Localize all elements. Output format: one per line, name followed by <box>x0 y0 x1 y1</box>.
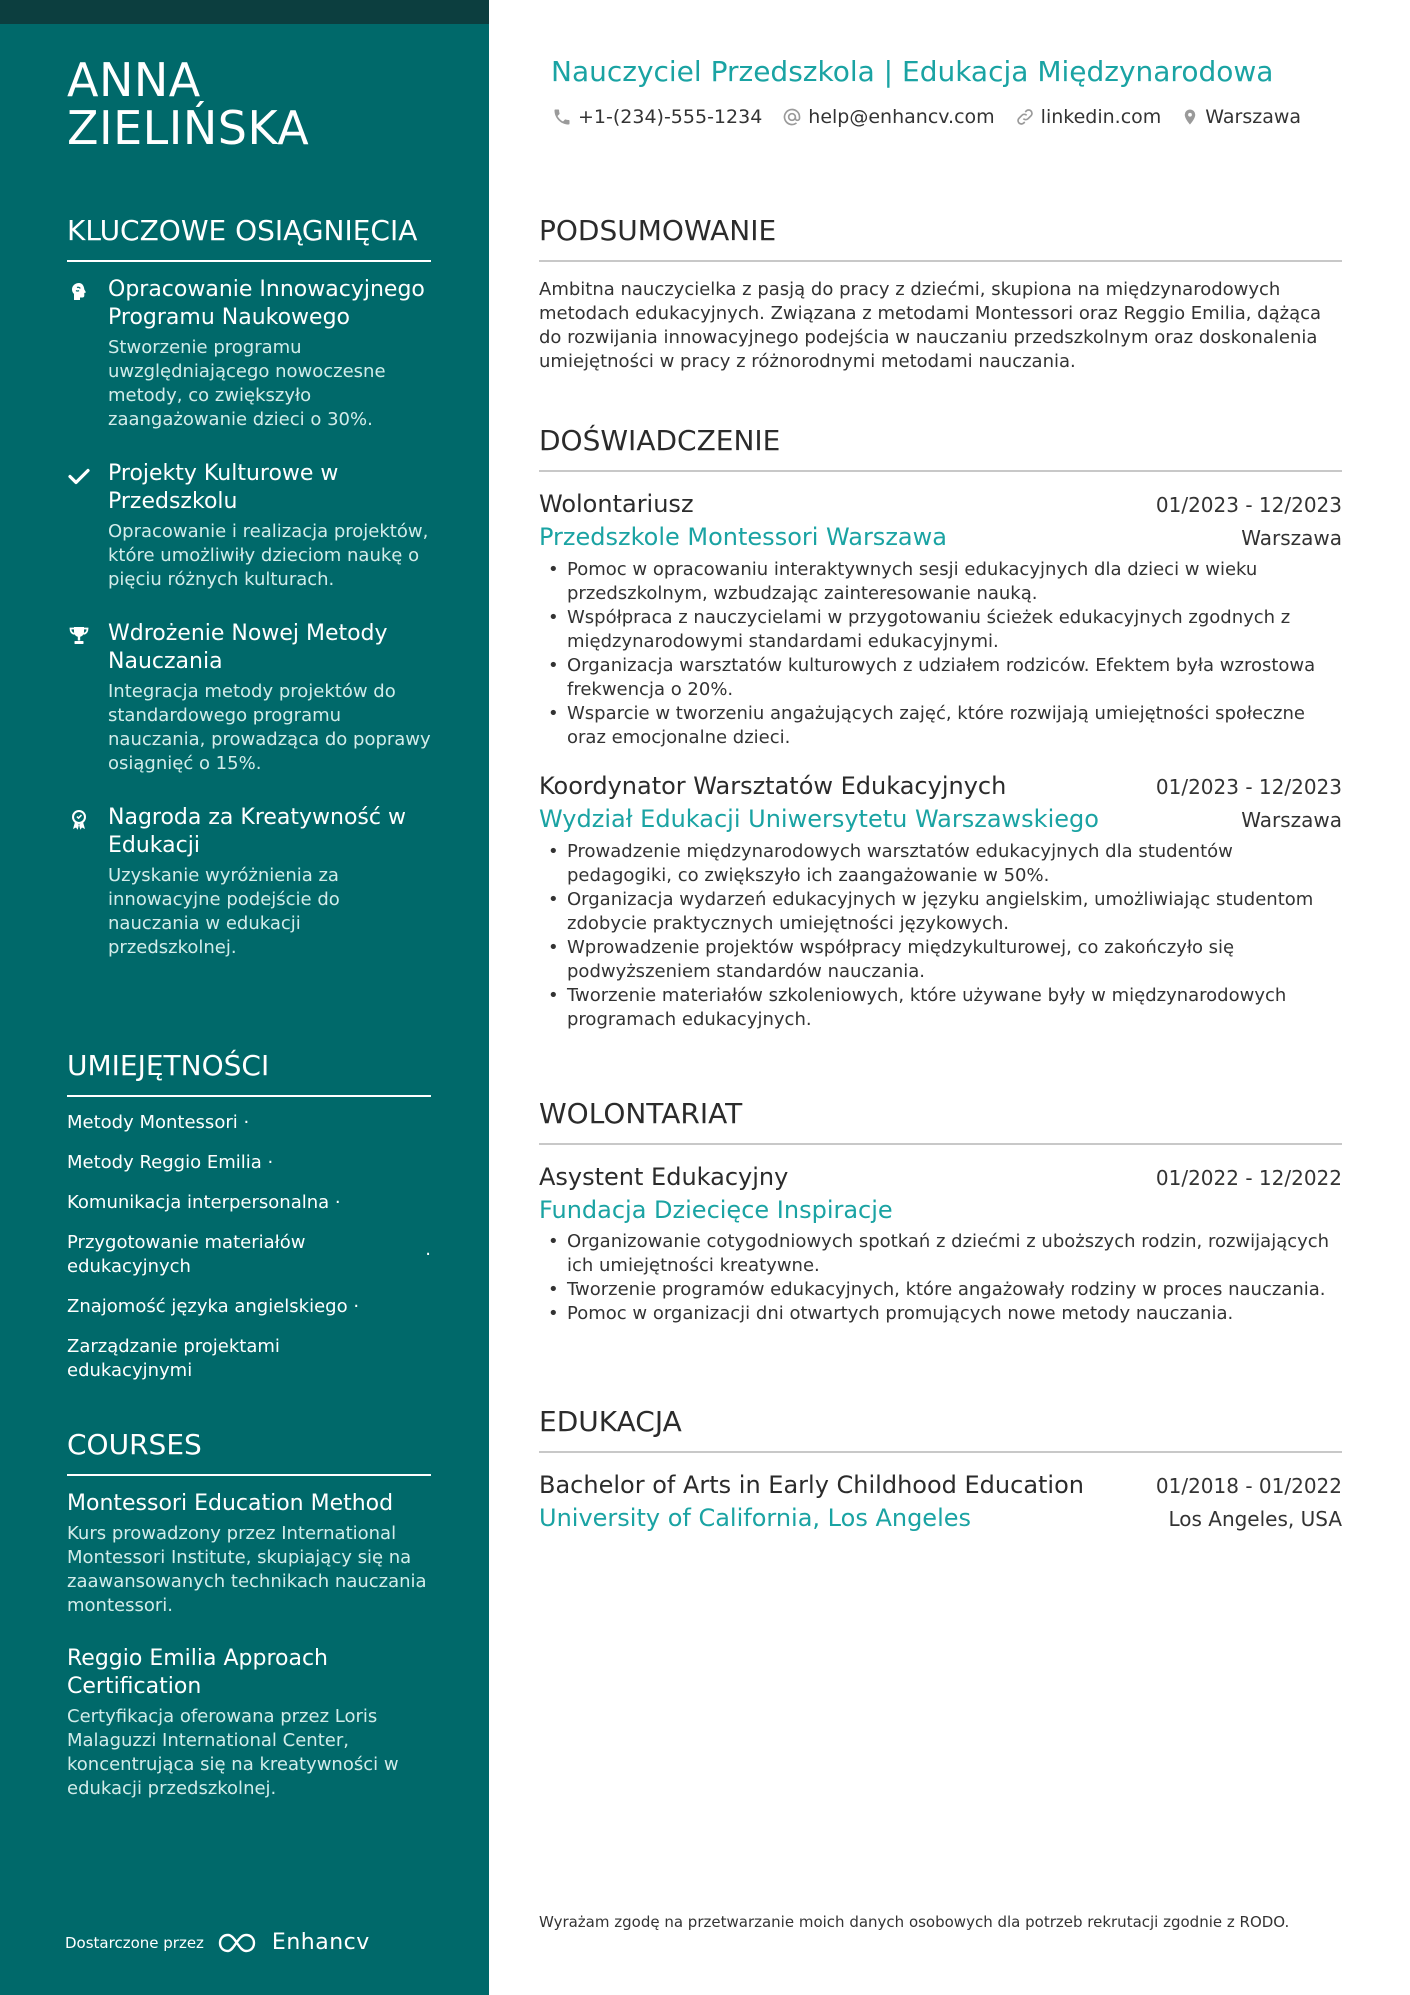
skill-separator: · <box>425 1244 431 1265</box>
entry-title: Koordynator Warsztatów Edukacyjnych <box>539 772 1007 800</box>
award-icon <box>67 808 91 832</box>
summary-section <box>539 214 1342 374</box>
entry-organization: Wydział Edukacji Uniwersytetu Warszawskiego <box>539 805 1099 833</box>
powered-by <box>65 1930 370 1955</box>
bullet-item: • Pomoc w organizacji dni otwartych promujących nowe metody nauczania. <box>539 1302 1342 1326</box>
entry-title: Wolontariusz <box>539 490 694 518</box>
achievement-title: Projekty Kulturowe w Przedszkolu <box>108 461 339 514</box>
achievement-description: Uzyskanie wyróżnienia za innowacyjne podejście do nauczania w edukacji przedszkolnej. <box>108 865 340 958</box>
skill-item <box>67 1151 431 1175</box>
achievement-description: Opracowanie i realizacja projektów, które umożliwiły dzieciom naukę o pięciu różnych kulturach. <box>108 521 429 590</box>
achievement-title: Nagroda za Kreatywność w Edukacji <box>108 805 406 858</box>
checkmark-icon <box>67 464 91 488</box>
bullet-item: • Tworzenie programów edukacyjnych, które angażowały rodziny w proces nauczania. <box>539 1278 1342 1302</box>
bullet-item: • Prowadzenie międzynarodowych warsztatów edukacyjnych dla studentów pedagogiki, co zwiększyło ich zaangażowanie w 50%. <box>539 840 1342 888</box>
enhancv-logo[interactable] <box>216 1930 370 1955</box>
contact-linkedin[interactable] <box>1015 106 1162 128</box>
bullet-item: • Pomoc w opracowaniu interaktywnych sesji edukacyjnych dla dzieci w wieku przedszkolnym, wzbudzając zainteresowanie nauką. <box>539 558 1342 606</box>
achievement-item <box>67 276 431 432</box>
entry-bullets <box>539 558 1342 750</box>
contact-email[interactable] <box>782 106 994 128</box>
skills-heading: UMIEJĘTNOŚCI <box>67 1049 431 1097</box>
link-icon <box>1015 107 1035 127</box>
entry-bullets <box>539 840 1342 1032</box>
skill-label: Komunikacja interpersonalna · <box>67 1192 341 1213</box>
skill-label: Przygotowanie materiałów edukacyjnych <box>67 1232 306 1277</box>
contact-phone[interactable] <box>552 106 762 128</box>
experience-section <box>539 424 1342 1052</box>
location-icon <box>1181 107 1199 127</box>
achievement-description: Integracja metody projektów do standardowego programu nauczania, prowadząca do poprawy osiągnięć o 15%. <box>108 681 431 774</box>
first-name: ANNA <box>67 53 201 107</box>
bullet-item: • Organizacja wydarzeń edukacyjnych w języku angielskim, umożliwiając studentom zdobycie praktycznych umiejętności językowych. <box>539 888 1342 936</box>
summary-text: Ambitna nauczycielka z pasją do pracy z dziećmi, skupiona na międzynarodowych metodach edukacyjnych. Związana z metodami Montessori oraz Reggio Emilia, dążąca do rozwijania innowacyjnego podejścia w nauczaniu przedszkolnym oraz doskonalenia umiejętności w pracy z różnorodnymi metodami nauczania. <box>539 279 1322 372</box>
bullet-item: • Wprowadzenie projektów współpracy międzykulturowej, co zakończyło się podwyższeniem standardów nauczania. <box>539 936 1342 984</box>
course-title: Reggio Emilia Approach Certification <box>67 1646 328 1699</box>
achievement-title: Wdrożenie Nowej Metody Nauczania <box>108 621 388 674</box>
course-title: Montessori Education Method <box>67 1491 394 1516</box>
school-name: University of California, Los Angeles <box>539 1504 972 1532</box>
achievement-item <box>67 460 431 592</box>
achievements-heading: KLUCZOWE OSIĄGNIĘCIA <box>67 214 431 262</box>
entry-date: 01/2022 - 12/2022 <box>1155 1166 1342 1190</box>
degree-title: Bachelor of Arts in Early Childhood Education <box>539 1471 1084 1499</box>
courses-heading: COURSES <box>67 1428 431 1476</box>
bullet-item: • Wsparcie w tworzeniu angażujących zajęć, które rozwijają umiejętności społeczne oraz emocjonalne dzieci. <box>539 702 1342 750</box>
achievement-description: Stworzenie programu uwzględniającego nowoczesne metody, co zwiększyło zaangażowanie dzieci o 30%. <box>108 337 386 430</box>
gdpr-consent: Wyrażam zgodę na przetwarzanie moich danych osobowych dla potrzeb rekrutacji zgodnie z RODO. <box>539 1913 1290 1931</box>
skills-section <box>67 1049 431 1399</box>
skill-item <box>67 1191 431 1215</box>
sidebar-top-strip <box>0 0 489 24</box>
skill-label: Metody Reggio Emilia · <box>67 1152 274 1173</box>
entry-organization: Fundacja Dziecięce Inspiracje <box>539 1196 893 1224</box>
powered-by-label: Dostarczone przez <box>65 1933 204 1952</box>
skill-item <box>67 1231 431 1279</box>
trophy-icon <box>67 624 91 648</box>
course-description: Kurs prowadzony przez International Montessori Institute, skupiający się na zaawansowanych technikach nauczania montessori. <box>67 1523 427 1616</box>
achievement-item <box>67 620 431 776</box>
skill-label: Znajomość języka angielskiego · <box>67 1296 360 1317</box>
volunteer-section <box>539 1097 1342 1346</box>
last-name: ZIELIŃSKA <box>67 101 310 155</box>
summary-heading: PODSUMOWANIE <box>539 214 1342 262</box>
contact-bar <box>552 106 1321 128</box>
experience-entry <box>539 770 1342 1032</box>
course-description: Certyfikacja oferowana przez Loris Malaguzzi International Center, koncentrująca się na kreatywności w edukacji przedszkolnej. <box>67 1706 399 1799</box>
education-section <box>539 1405 1342 1555</box>
achievement-title: Opracowanie Innowacyjnego Programu Naukowego <box>108 277 425 330</box>
entry-date: 01/2018 - 01/2022 <box>1155 1474 1342 1498</box>
entry-location: Warszawa <box>1241 526 1342 550</box>
contact-location <box>1181 106 1301 128</box>
skill-item <box>67 1111 431 1135</box>
entry-location: Warszawa <box>1241 808 1342 832</box>
achievements-section <box>67 214 431 988</box>
entry-title: Asystent Edukacyjny <box>539 1163 789 1191</box>
job-title: Nauczyciel Przedszkola | Edukacja Międzynarodowa <box>551 55 1274 88</box>
contact-linkedin-text: linkedin.com <box>1040 106 1162 128</box>
contact-email-text: help@enhancv.com <box>808 106 995 128</box>
entry-organization: Przedszkole Montessori Warszawa <box>539 523 947 551</box>
sidebar <box>0 0 489 1995</box>
bullet-item: • Tworzenie materiałów szkoleniowych, które używane były w międzynarodowych programach edukacyjnych. <box>539 984 1342 1032</box>
contact-location-text: Warszawa <box>1205 106 1302 128</box>
course-item <box>67 1490 431 1618</box>
entry-bullets <box>539 1230 1342 1326</box>
phone-icon <box>552 107 572 127</box>
candidate-name <box>67 53 467 155</box>
bullet-item: • Współpraca z nauczycielami w przygotowaniu ścieżek edukacyjnych zgodnych z międzynarodowymi standardami edukacyjnymi. <box>539 606 1342 654</box>
skill-item <box>67 1295 431 1319</box>
skill-label: Zarządzanie projektami edukacyjnymi <box>67 1336 280 1381</box>
education-heading: EDUKACJA <box>539 1405 1342 1453</box>
brain-icon <box>67 280 91 304</box>
entry-location: Los Angeles, USA <box>1168 1507 1342 1531</box>
course-item <box>67 1645 431 1801</box>
contact-phone-text: +1-(234)-555-1234 <box>578 106 763 128</box>
at-icon <box>782 107 802 127</box>
entry-date: 01/2023 - 12/2023 <box>1155 493 1342 517</box>
achievement-item <box>67 804 431 960</box>
courses-section <box>67 1428 431 1828</box>
bullet-item: • Organizowanie cotygodniowych spotkań z dziećmi z uboższych rodzin, rozwijających ich umiejętności kreatywne. <box>539 1230 1342 1278</box>
enhancv-brand: Enhancv <box>271 1930 370 1955</box>
volunteer-heading: WOLONTARIAT <box>539 1097 1342 1145</box>
volunteer-entry <box>539 1161 1342 1326</box>
skill-item <box>67 1335 431 1383</box>
entry-date: 01/2023 - 12/2023 <box>1155 775 1342 799</box>
skill-label: Metody Montessori · <box>67 1112 250 1133</box>
bullet-item: • Organizacja warsztatów kulturowych z udziałem rodziców. Efektem była wzrostowa frekwencja o 20%. <box>539 654 1342 702</box>
experience-entry <box>539 488 1342 750</box>
experience-heading: DOŚWIADCZENIE <box>539 424 1342 472</box>
infinity-logo-icon <box>216 1931 262 1955</box>
education-entry <box>539 1469 1342 1535</box>
